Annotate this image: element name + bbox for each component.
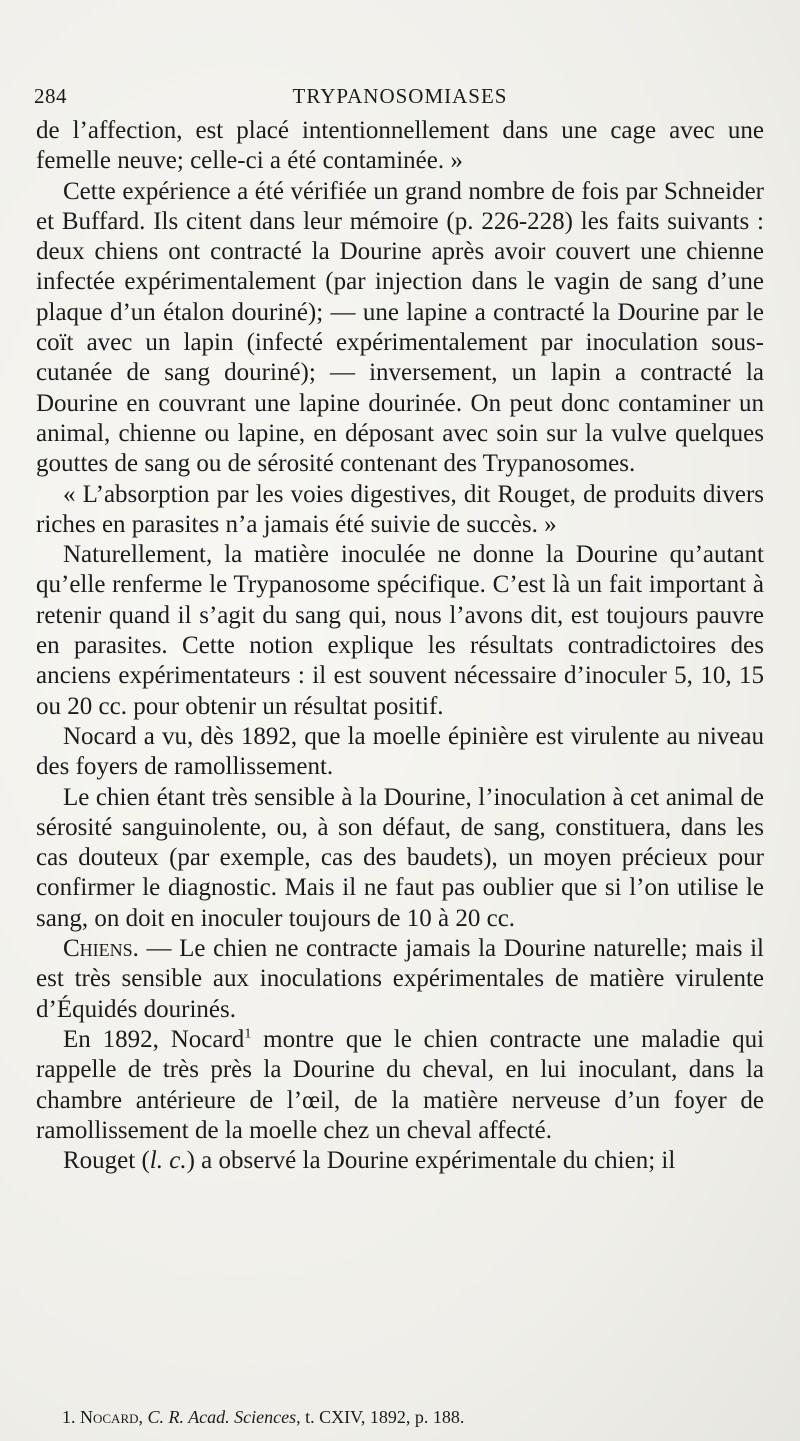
footnote-number: 1.: [62, 1407, 76, 1427]
footnote-details: , t. CXIV, 1892, p. 188.: [296, 1407, 465, 1427]
footnote: 1. Nocard, C. R. Acad. Sciences, t. CXIV, 1892, p. 188.: [62, 1407, 465, 1427]
paragraph-schneider-buffard: Cette expérience a été vérifiée un grand nombre de fois par Schneider et Buffard. Ils citent dans leur mémoire (p. 226-228) les faits suivants : deux chiens ont contracté la Dourine après avoir couvert une chienne infectée expérimentalement (par injection dans le vagin de sang d’une plaque d’un étalon douriné); — une lapine a contracté la Dourine par le coït avec un lapin (infecté expérimentalement par inoculation sous-cutanée de sang douriné); — inversement, un lapin a contracté la Dourine en couvrant une lapine dourinée. On peut donc contaminer un animal, chienne ou lapine, en déposant avec soin sur la vulve quelques gouttes de sang ou de sérosité contenant des Trypanosomes.: [36, 177, 764, 478]
nocard-text-before: En 1892, Nocard: [63, 1025, 245, 1053]
paragraph-rouget: [36, 1146, 764, 1176]
body-text: [36, 116, 764, 1176]
footnote-author: Nocard: [80, 1407, 139, 1427]
paragraph-chiens: [36, 934, 764, 1025]
rouget-text-before: Rouget (: [63, 1147, 150, 1175]
section-label-chiens: Chiens.: [63, 935, 139, 963]
paragraph-chien-diagnostic: Le chien étant très sensible à la Dourine, l’inoculation à cet animal de sérosité sanguinolente, ou, à son défaut, de sang, constituera, dans les cas douteux (par exemple, cas des baudets), un moyen précieux pour confirmer le diagnostic. Mais il ne faut pas oublier que si l’on utilise le sang, on doit en inoculer toujours de 10 à 20 cc.: [36, 783, 764, 932]
paragraph-nocard-1892: [36, 1025, 764, 1146]
page-number: 284: [34, 84, 67, 108]
footnote-source: C. R. Acad. Sciences: [147, 1407, 297, 1427]
running-title: TRYPANOSOMIASES: [292, 84, 508, 108]
nocard-text-after: montre que le chien contracte une maladie qui rappelle de très près la Dourine du cheval, en lui inoculant, dans la chambre antérieure de l’œil, de la matière nerveuse d’un foyer de ramollissement de la moelle chez un cheval affecté.: [36, 1025, 765, 1144]
chiens-text: — Le chien ne contracte jamais la Dourine naturelle; mais il est très sensible aux inoculations expérimentales de matière virulente d’Équidés dourinés.: [36, 935, 764, 1023]
running-head: [34, 84, 766, 114]
paragraph-rouget-quote: « L’absorption par les voies digestives, dit Rouget, de produits divers riches en parasites n’a jamais été suivie de succès. »: [36, 480, 764, 538]
paragraph-naturellement: Naturellement, la matière inoculée ne donne la Dourine qu’autant qu’elle renferme le Trypanosome spécifique. C’est là un fait important à retenir quand il s’agit du sang qui, nous l’avons dit, est toujours pauvre en parasites. Cette notion explique les résultats contradictoires des anciens expérimentateurs : il est souvent nécessaire d’inoculer 5, 10, 15 ou 20 cc. pour obtenir un résultat positif.: [36, 541, 764, 720]
paragraph-continuation: de l’affection, est placé intentionnellement dans une cage avec une femelle neuve; celle-ci a été contaminée. »: [36, 117, 764, 175]
rouget-text-after: ) a observé la Dourine expérimentale du chien; il: [186, 1147, 676, 1175]
footnote-reference: 1: [244, 1026, 252, 1042]
paragraph-nocard-moelle: Nocard a vu, dès 1892, que la moelle épinière est virulente au niveau des foyers de ramollissement.: [36, 722, 764, 781]
rouget-citation: l. c.: [149, 1147, 187, 1175]
